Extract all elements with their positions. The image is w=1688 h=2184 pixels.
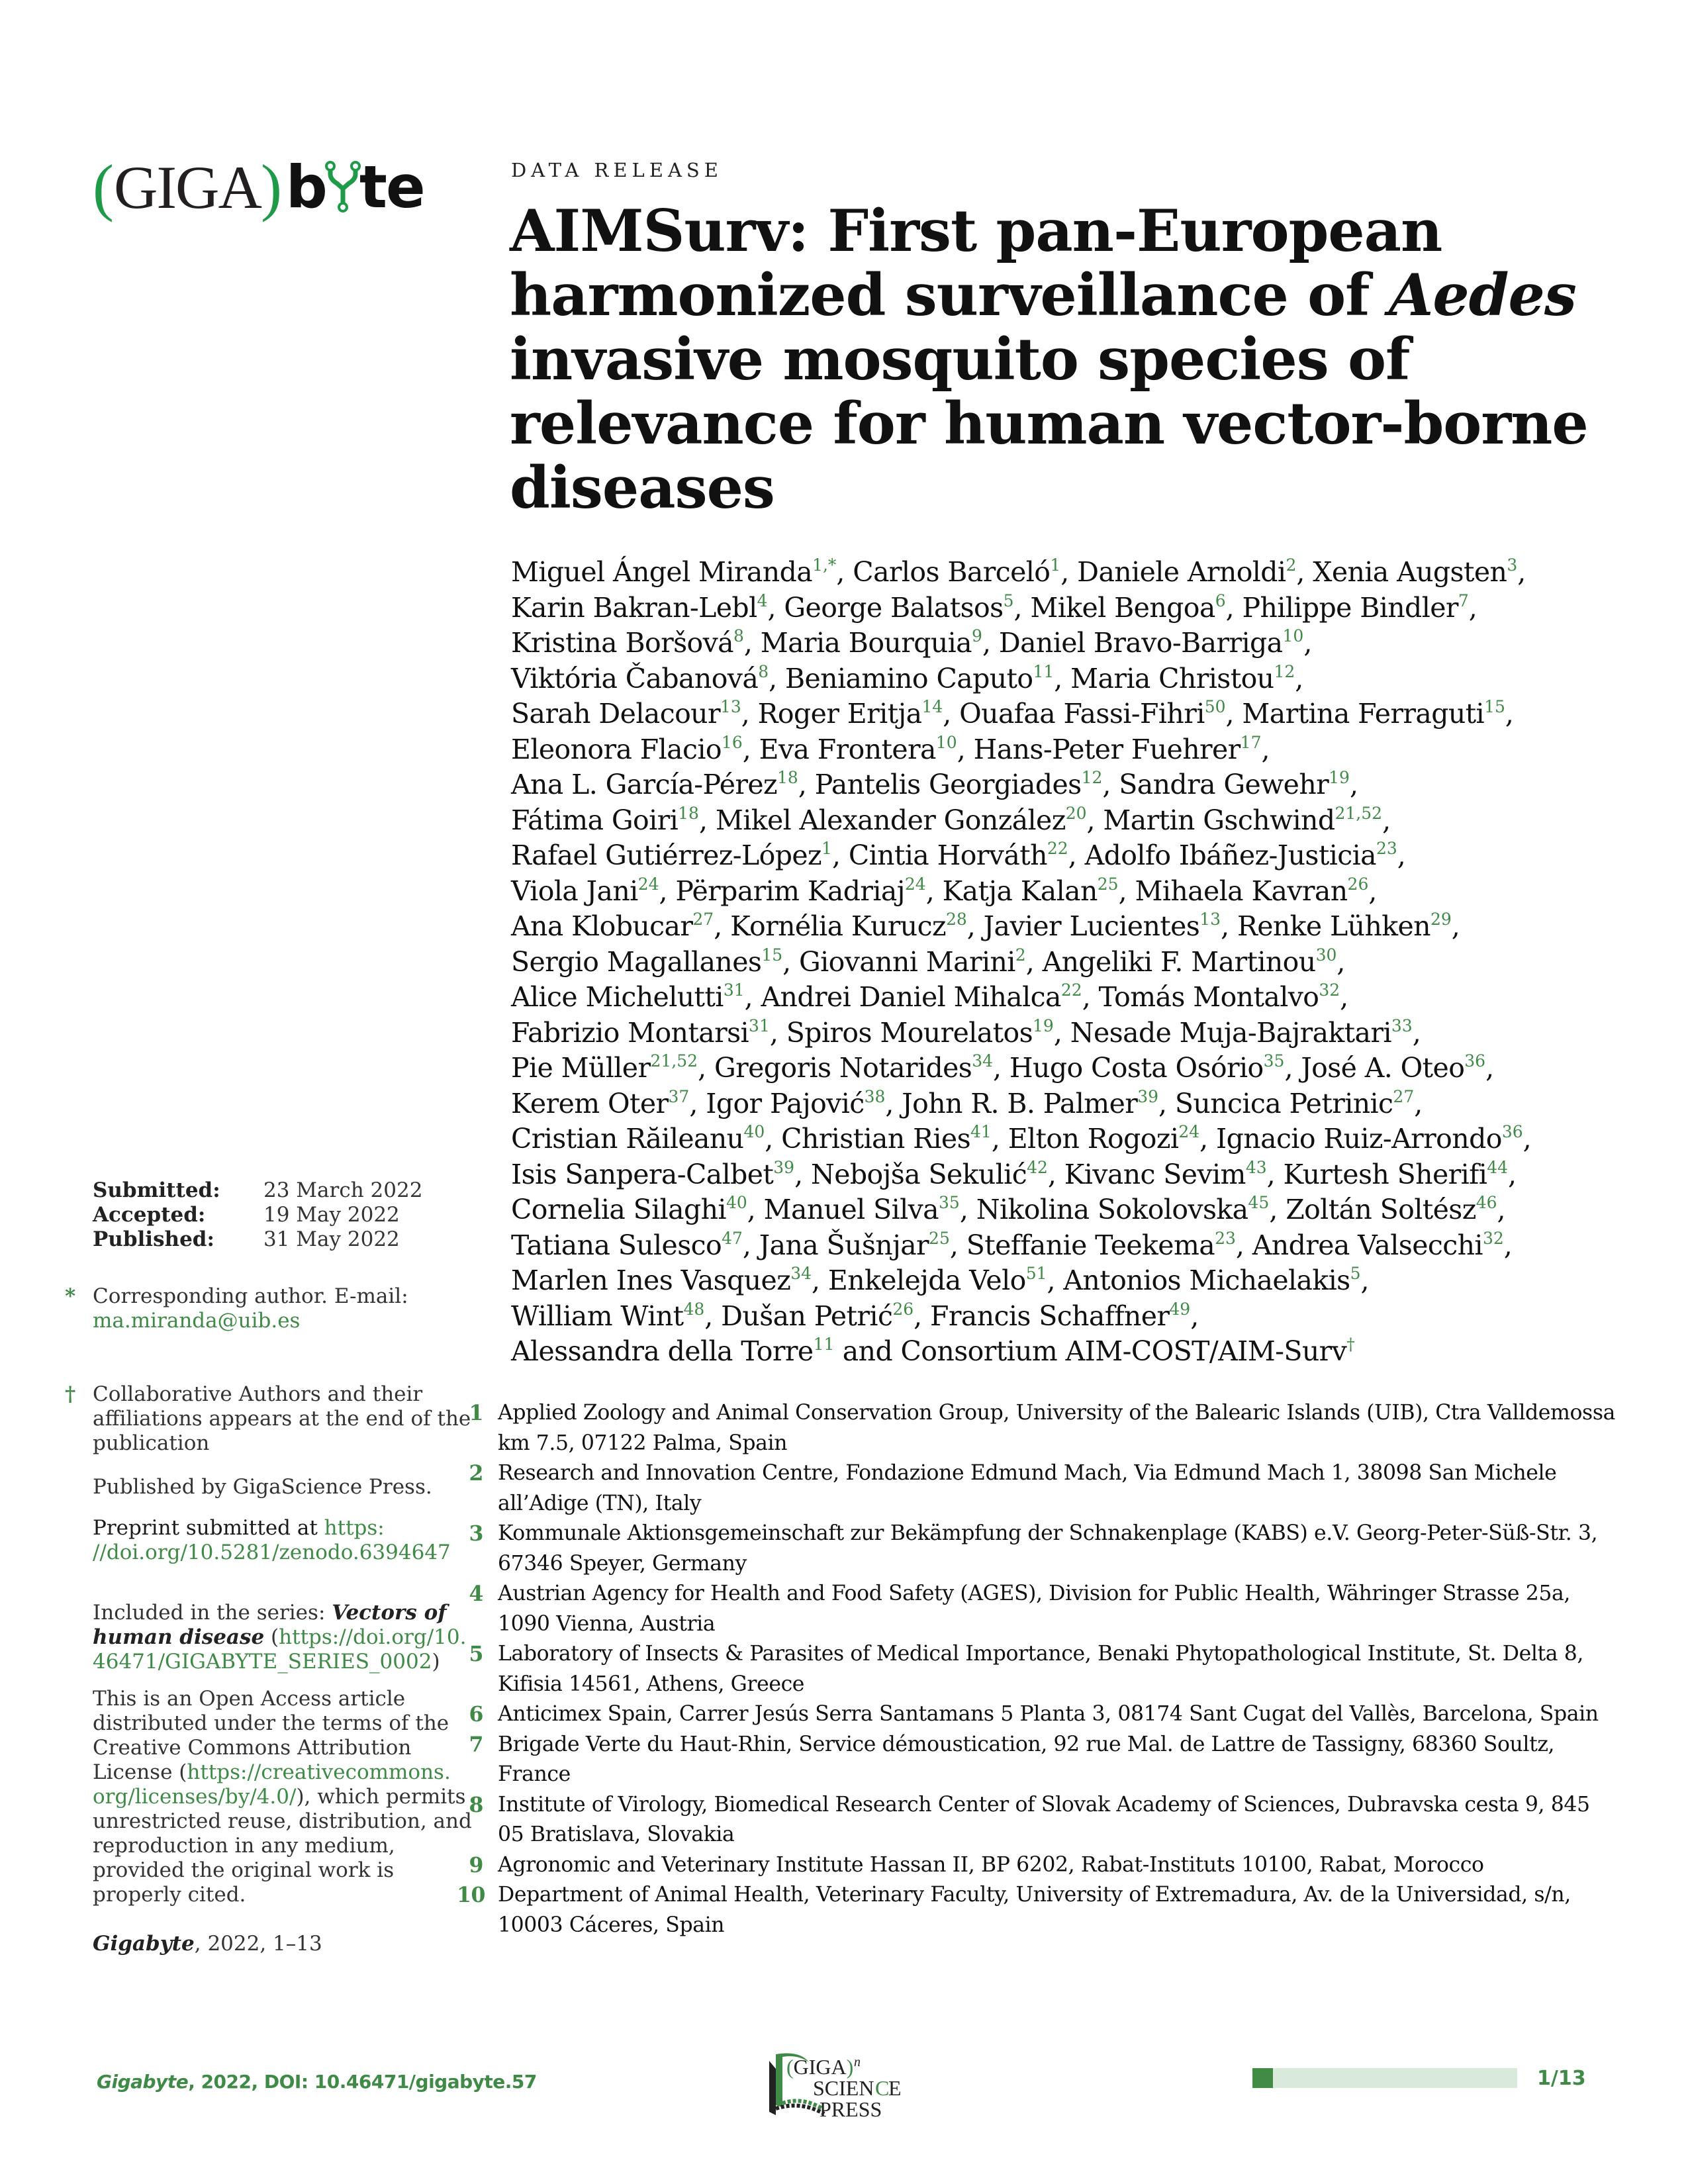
affiliation-ref[interactable]: 1,* bbox=[812, 555, 837, 575]
author-name: Xenia Augsten bbox=[1313, 556, 1507, 588]
affiliation-ref[interactable]: 8 bbox=[758, 661, 769, 681]
author-name: Nebojša Sekulić bbox=[810, 1158, 1027, 1190]
author-name: Elton Rogozi bbox=[1008, 1123, 1179, 1155]
affiliation-ref[interactable]: 22 bbox=[1047, 839, 1068, 858]
author-name: Hugo Costa Osório bbox=[1009, 1052, 1264, 1084]
author-name: Rafael Gutiérrez-López bbox=[511, 839, 822, 871]
affiliation-ref[interactable]: 48 bbox=[683, 1299, 705, 1319]
affiliation-ref[interactable]: 8 bbox=[733, 626, 744, 645]
footer-doi bbox=[97, 2071, 537, 2093]
affiliation-text: Applied Zoology and Animal Conservation Group, University of the Balearic Islands (UIB), Ctra Valldemossa km 7.5, 07122 Palma, Spain bbox=[498, 1401, 1615, 1455]
affiliation-item bbox=[457, 1519, 1615, 1579]
affiliation-ref[interactable]: 31 bbox=[749, 1016, 770, 1035]
author-line bbox=[511, 1334, 1610, 1370]
series-link-part: https://doi.org/10. bbox=[279, 1625, 467, 1649]
author-name: Philippe Bindler bbox=[1242, 591, 1458, 624]
affiliation-ref[interactable]: 23 bbox=[1376, 839, 1397, 858]
author-line: Fabrizio Montarsi$^{31}$, Spiros Mourelatos$^{19}$, Nesade Muja-Bajraktari$^{33}$, bbox=[511, 1016, 1421, 1049]
author-line: William Wint$^{48}$, Dušan Petrić$^{26}$, Francis Schaffner$^{49}$, bbox=[511, 1299, 1199, 1332]
affiliation-ref[interactable]: 42 bbox=[1027, 1157, 1048, 1177]
series-link-part: 46471/GIGABYTE_SERIES_0002 bbox=[93, 1650, 432, 1674]
author-line: Karin Bakran-Lebl$^4$, George Balatsos$^5$, Mikel Bengoa$^6$, Philippe Bindler$^7$, bbox=[511, 591, 1477, 624]
affiliation-ref[interactable]: 46 bbox=[1476, 1193, 1497, 1212]
author-name: Sandra Gewehr bbox=[1119, 769, 1329, 800]
title-line: AIMSurv: First pan-European bbox=[510, 197, 1442, 265]
affiliation-ref[interactable]: 29 bbox=[1430, 910, 1452, 929]
author-name: Javier Lucientes bbox=[983, 910, 1200, 942]
author-name: Viktória Čabanová bbox=[511, 662, 759, 694]
series-name: human disease bbox=[93, 1625, 265, 1649]
author-name: Eleonora Flacio bbox=[511, 733, 722, 765]
affiliation-ref[interactable]: 32 bbox=[1482, 1228, 1504, 1248]
affiliation-ref[interactable]: 15 bbox=[1484, 697, 1505, 716]
affiliation-ref[interactable]: 33 bbox=[1391, 1016, 1413, 1035]
affiliation-ref[interactable]: 15 bbox=[761, 945, 783, 965]
affiliation-ref[interactable]: 18 bbox=[777, 768, 798, 787]
author-name: Kerem Oter bbox=[511, 1087, 669, 1119]
affiliation-ref[interactable]: 37 bbox=[668, 1086, 690, 1106]
author-name: Tatiana Sulesco bbox=[511, 1229, 722, 1261]
series-name: Vectors of bbox=[332, 1601, 447, 1625]
author-name: Maria Bourquia bbox=[760, 627, 972, 659]
affiliation-item bbox=[457, 1579, 1615, 1639]
gigascience-press-logo bbox=[761, 2042, 927, 2128]
logo-byte-text bbox=[285, 153, 424, 221]
affiliation-item bbox=[457, 1790, 1615, 1850]
affiliation-ref[interactable]: 2 bbox=[1286, 555, 1297, 575]
author-name: Ana Klobucar bbox=[511, 910, 693, 942]
affiliation-ref[interactable]: 17 bbox=[1240, 732, 1262, 752]
author-name: José A. Oteo bbox=[1301, 1052, 1465, 1084]
affiliation-ref[interactable]: 39 bbox=[773, 1157, 795, 1177]
author-name: Andrea Valsecchi bbox=[1252, 1229, 1483, 1261]
affiliation-ref[interactable]: 43 bbox=[1245, 1157, 1267, 1177]
citation-journal: Gigabyte bbox=[93, 1932, 195, 1956]
author-name: Eva Frontera bbox=[759, 733, 936, 765]
author-name: Sergio Magallanes bbox=[511, 945, 762, 978]
author-name: Gregoris Notarides bbox=[714, 1052, 972, 1084]
license-text: This is an Open Access article distributed under the terms of the Creative Commons Attribution License ( bbox=[93, 1687, 449, 1784]
svg-text:(GIGA): (GIGA) bbox=[786, 2055, 854, 2079]
author-line: Pie Müller$^{21,52}$, Gregoris Notarides$^{34}$, Hugo Costa Osório$^{35}$, José A. Oteo$^{36}$, bbox=[511, 1051, 1494, 1084]
affiliation-ref[interactable]: 20 bbox=[1065, 803, 1087, 823]
affiliation-ref[interactable]: 10 bbox=[935, 732, 957, 752]
author-line: Fátima Goiri$^{18}$, Mikel Alexander González$^{20}$, Martin Gschwind$^{21,52}$, bbox=[511, 803, 1391, 836]
affiliation-ref[interactable]: 26 bbox=[892, 1299, 914, 1319]
logo-close-paren: ) bbox=[260, 152, 282, 222]
author-name: Isis Sanpera-Calbet bbox=[511, 1158, 774, 1190]
affiliation-ref[interactable]: 25 bbox=[929, 1228, 950, 1248]
series-text: Included in the series: bbox=[93, 1601, 332, 1625]
author-name: Kristina Boršová bbox=[511, 627, 733, 659]
affiliation-text: Department of Animal Health, Veterinary Faculty, University of Extremadura, Av. de la Universidad, s/n, 10003 Cáceres, Spain bbox=[498, 1883, 1571, 1937]
affiliation-ref[interactable]: 1 bbox=[1050, 555, 1061, 575]
affiliation-ref[interactable]: 45 bbox=[1248, 1193, 1270, 1212]
author-list bbox=[511, 555, 1610, 1370]
author-name: Pie Müller bbox=[511, 1052, 651, 1084]
affiliation-ref[interactable]: 35 bbox=[939, 1193, 960, 1212]
author-name: Mikel Bengoa bbox=[1030, 591, 1215, 624]
author-name: Renke Lühken bbox=[1237, 910, 1430, 942]
affiliation-item bbox=[457, 1458, 1615, 1519]
affiliation-ref[interactable]: 12 bbox=[1274, 661, 1295, 681]
citation-note bbox=[93, 1932, 477, 1956]
gigabyte-logo bbox=[93, 152, 424, 222]
author-line: Miguel Ángel Miranda$^{1,*}$, Carlos Barceló$^1$, Daniele Arnoldi$^2$, Xenia Augsten$^3$, bbox=[511, 555, 1526, 588]
author-name: Martin Gschwind bbox=[1103, 804, 1335, 836]
title-line: relevance for human vector-borne bbox=[510, 389, 1588, 457]
author-name: Katja Kalan bbox=[942, 875, 1098, 907]
affiliation-number: 8 bbox=[469, 1792, 483, 1817]
author-name: Mihaela Kavran bbox=[1135, 875, 1348, 907]
affiliation-ref[interactable]: 14 bbox=[921, 697, 943, 716]
author-line: Rafael Gutiérrez-López$^1$, Cintia Horváth$^{22}$, Adolfo Ibáñez-Justicia$^{23}$, bbox=[511, 839, 1406, 871]
affiliation-ref[interactable]: 26 bbox=[1347, 874, 1369, 894]
title-text: harmonized surveillance of bbox=[510, 261, 1389, 329]
affiliation-ref[interactable]: 24 bbox=[637, 874, 659, 894]
affiliation-ref[interactable]: 21,52 bbox=[650, 1051, 698, 1070]
date-value: 23 March 2022 bbox=[263, 1178, 423, 1202]
affiliation-item bbox=[457, 1699, 1615, 1730]
title-line bbox=[510, 263, 1635, 327]
author-name: Steffanie Teekema bbox=[966, 1229, 1215, 1261]
affiliation-ref[interactable]: 24 bbox=[904, 874, 926, 894]
author-line: Alice Michelutti$^{31}$, Andrei Daniel Mihalca$^{22}$, Tomás Montalvo$^{32}$, bbox=[511, 980, 1348, 1013]
corresponding-author-note bbox=[65, 1284, 477, 1333]
author-name: Mikel Alexander González bbox=[715, 804, 1066, 836]
date-value: 19 May 2022 bbox=[263, 1203, 400, 1227]
author-name: Hans-Peter Fuehrer bbox=[973, 733, 1241, 765]
author-name: Miguel Ángel Miranda bbox=[511, 556, 813, 588]
logo-b: b bbox=[285, 153, 326, 221]
author-name: Fabrizio Montarsi bbox=[511, 1016, 749, 1049]
author-name: Carlos Barceló bbox=[853, 556, 1051, 588]
affiliation-ref[interactable]: 49 bbox=[1169, 1299, 1191, 1319]
publisher-note: Published by GigaScience Press. bbox=[93, 1475, 432, 1499]
affiliation-ref[interactable]: 35 bbox=[1263, 1051, 1285, 1070]
affiliation-ref[interactable]: 7 bbox=[1458, 591, 1469, 610]
preprint-link-part: https: bbox=[324, 1516, 385, 1540]
publication-dates bbox=[93, 1178, 477, 1252]
affiliation-ref[interactable]: 9 bbox=[972, 626, 982, 645]
affiliation-number: 9 bbox=[469, 1852, 483, 1877]
author-name: Tomás Montalvo bbox=[1098, 981, 1319, 1013]
affiliation-ref[interactable]: 31 bbox=[723, 980, 745, 1000]
logo-giga-text: GIGA bbox=[113, 154, 261, 221]
author-name: Sarah Delacour bbox=[511, 698, 720, 730]
author-name: Karin Bakran-Lebl bbox=[511, 591, 757, 624]
author-name: Viola Jani bbox=[511, 875, 638, 907]
author-name: Cornelia Silaghi bbox=[511, 1194, 726, 1225]
affiliation-ref[interactable]: 41 bbox=[970, 1122, 992, 1141]
footer-journal: Gigabyte bbox=[97, 2071, 189, 2093]
author-name: Andrei Daniel Mihalca bbox=[761, 981, 1061, 1013]
logo-open-paren: ( bbox=[93, 152, 114, 222]
date-label: Published: bbox=[93, 1227, 214, 1251]
affiliation-ref[interactable]: 13 bbox=[720, 697, 741, 716]
svg-text:E: E bbox=[888, 2076, 902, 2100]
affiliation-ref[interactable]: 32 bbox=[1319, 980, 1340, 1000]
author-name: Enkelejda Velo bbox=[827, 1264, 1026, 1296]
author-name: Përparim Kadriaj bbox=[675, 875, 905, 907]
date-row-published bbox=[93, 1227, 477, 1252]
author-line: Marlen Ines Vasquez$^{34}$, Enkelejda Velo$^{51}$, Antonios Michaelakis$^5$, bbox=[511, 1264, 1369, 1296]
author-name: Jana Šušnjar bbox=[759, 1229, 929, 1261]
affiliation-ref[interactable]: 12 bbox=[1081, 768, 1103, 787]
author-name: Giovanni Marini bbox=[799, 945, 1015, 978]
page-progress-bar bbox=[1252, 2068, 1517, 2088]
affiliation-ref[interactable]: 25 bbox=[1097, 874, 1119, 894]
author-name: Dušan Petrić bbox=[721, 1300, 893, 1332]
affiliation-ref[interactable]: 13 bbox=[1199, 910, 1221, 929]
page-number: 1/13 bbox=[1537, 2067, 1586, 2090]
page-progress-fill bbox=[1252, 2068, 1273, 2088]
author-line: Tatiana Sulesco$^{47}$, Jana Šušnjar$^{25}$, Steffanie Teekema$^{23}$, Andrea Valsecchi$^{32}$, bbox=[511, 1228, 1513, 1261]
affiliation-ref[interactable]: 24 bbox=[1178, 1122, 1200, 1141]
author-name: Pantelis Georgiades bbox=[814, 769, 1082, 800]
affiliation-ref[interactable]: 22 bbox=[1060, 980, 1082, 1000]
author-name: Manuel Silva bbox=[763, 1194, 939, 1225]
title-line: diseases bbox=[510, 453, 774, 522]
author-name: Kivanc Sevim bbox=[1064, 1158, 1246, 1190]
author-name: Cristian Răileanu bbox=[511, 1123, 744, 1155]
date-value: 31 May 2022 bbox=[263, 1227, 400, 1251]
date-row-accepted bbox=[93, 1203, 477, 1227]
affiliation-ref[interactable]: 40 bbox=[726, 1193, 747, 1212]
affiliation-ref[interactable]: 36 bbox=[1464, 1051, 1486, 1070]
license-link-part: org/licenses/by/4.0/ bbox=[93, 1785, 297, 1809]
license-text-tail: ), which permits unrestricted reuse, distribution, and reproduction in any medium, provided the original work is properly cited. bbox=[93, 1785, 472, 1907]
affiliation-ref[interactable]: 11 bbox=[1033, 661, 1055, 681]
date-row-submitted bbox=[93, 1178, 477, 1203]
affiliation-text: Kommunale Aktionsgemeinschaft zur Bekämpfung der Schnakenplage (KABS) e.V. Georg-Peter-Süß-Str. 3, 67346 Speyer, Germany bbox=[498, 1521, 1598, 1576]
author-line: Viktória Čabanová$^8$, Beniamino Caputo$^{11}$, Maria Christou$^{12}$, bbox=[511, 661, 1303, 694]
affiliation-ref[interactable]: 10 bbox=[1282, 626, 1304, 645]
affiliation-ref[interactable]: 3 bbox=[1507, 555, 1518, 575]
svg-text:PRESS: PRESS bbox=[820, 2097, 882, 2121]
affiliation-text: Institute of Virology, Biomedical Research Center of Slovak Academy of Sciences, Dubravska cesta 9, 845 05 Bratislava, Slovakia bbox=[498, 1792, 1590, 1846]
date-label: Accepted: bbox=[93, 1203, 206, 1227]
license-note bbox=[93, 1687, 477, 1907]
asterisk-icon: * bbox=[65, 1284, 76, 1308]
author-name: Francis Schaffner bbox=[930, 1300, 1170, 1332]
author-line: Kristina Boršová$^8$, Maria Bourquia$^9$, Daniel Bravo-Barriga$^{10}$, bbox=[511, 626, 1312, 659]
affiliation-ref[interactable]: 18 bbox=[678, 803, 699, 823]
author-line: Kerem Oter$^{37}$, Igor Pajović$^{38}$, John R. B. Palmer$^{39}$, Suncica Petrinic$^{27}$, bbox=[511, 1086, 1423, 1119]
affiliation-item bbox=[457, 1880, 1615, 1940]
author-name: Nikolina Sokolovska bbox=[976, 1194, 1248, 1225]
author-name: Roger Eritja bbox=[757, 698, 922, 730]
author-name: Ignacio Ruiz-Arrondo bbox=[1216, 1123, 1502, 1155]
affiliation-ref[interactable]: 19 bbox=[1033, 1016, 1054, 1035]
affiliation-ref[interactable]: 19 bbox=[1329, 768, 1350, 787]
affiliation-ref[interactable]: 34 bbox=[972, 1051, 994, 1070]
affiliation-ref[interactable]: 50 bbox=[1204, 697, 1226, 716]
affiliation-ref[interactable]: 39 bbox=[1137, 1086, 1159, 1106]
affiliation-number: 4 bbox=[469, 1582, 483, 1606]
affiliation-ref[interactable]: 1 bbox=[821, 839, 832, 858]
affiliation-ref[interactable]: 27 bbox=[692, 910, 714, 929]
license-link-part: https://creativecommons. bbox=[187, 1760, 451, 1784]
author-name: Daniel Bravo-Barriga bbox=[998, 627, 1283, 659]
author-line: Cornelia Silaghi$^{40}$, Manuel Silva$^{35}$, Nikolina Sokolovska$^{45}$, Zoltán Soltész$^{46}$, bbox=[511, 1193, 1505, 1225]
author-name: George Balatsos bbox=[784, 591, 1004, 624]
affiliation-ref[interactable]: 27 bbox=[1393, 1086, 1415, 1106]
title-italic-genus: Aedes bbox=[1388, 261, 1576, 329]
affiliation-number: 2 bbox=[469, 1461, 483, 1486]
affiliation-ref[interactable]: 11 bbox=[813, 1335, 835, 1354]
affiliation-ref[interactable]: 21,52 bbox=[1335, 803, 1383, 823]
author-name: Alessandra della Torre bbox=[511, 1335, 814, 1367]
author-name: Maria Christou bbox=[1070, 662, 1274, 694]
author-name: Alice Michelutti bbox=[511, 981, 724, 1013]
author-line: Cristian Răileanu$^{40}$, Christian Ries$^{41}$, Elton Rogozi$^{24}$, Ignacio Ruiz-Arrondo$^{36}$, bbox=[511, 1122, 1532, 1155]
author-name: Nesade Muja-Bajraktari bbox=[1070, 1016, 1391, 1049]
preprint-link-part: //doi.org/10.5281/zenodo.6394647 bbox=[93, 1541, 451, 1564]
article-type-label: DATA RELEASE bbox=[511, 159, 723, 181]
affiliation-text: Anticimex Spain, Carrer Jesús Serra Santamans 5 Planta 3, 08174 Sant Cugat del Vallès, Barcelona, Spain bbox=[498, 1702, 1599, 1726]
author-line: Isis Sanpera-Calbet$^{39}$, Nebojša Sekulić$^{42}$, Kivanc Sevim$^{43}$, Kurtesh Sherifi$^{44}$, bbox=[511, 1157, 1517, 1190]
footer-doi-text: , 2022, DOI: 10.46471/gigabyte.57 bbox=[188, 2071, 537, 2093]
affiliation-ref[interactable]: 5 bbox=[1003, 591, 1014, 610]
consortium-text: and Consortium AIM-COST/AIM-Surv bbox=[834, 1335, 1347, 1367]
author-name: Spiros Mourelatos bbox=[786, 1016, 1033, 1049]
affiliation-number: 1 bbox=[469, 1401, 483, 1425]
affiliation-ref[interactable]: 47 bbox=[722, 1228, 743, 1248]
author-name: Zoltán Soltész bbox=[1286, 1194, 1476, 1225]
affiliation-text: Austrian Agency for Health and Food Safety (AGES), Division for Public Health, Währinger Strasse 25a, 1090 Vienna, Austria bbox=[498, 1582, 1571, 1636]
author-name: Fátima Goiri bbox=[511, 804, 679, 836]
author-line: Ana L. García-Pérez$^{18}$, Pantelis Georgiades$^{12}$, Sandra Gewehr$^{19}$, bbox=[511, 768, 1358, 800]
affiliation-item bbox=[457, 1850, 1615, 1881]
affiliation-ref[interactable]: 30 bbox=[1315, 945, 1337, 965]
author-name: Beniamino Caputo bbox=[784, 662, 1033, 694]
author-name: John R. B. Palmer bbox=[902, 1087, 1138, 1119]
collab-text: Collaborative Authors and their affiliations appears at the end of the publication bbox=[93, 1382, 471, 1455]
author-name: Angeliki F. Martinou bbox=[1042, 945, 1316, 978]
series-note: Included in the series: Vectors of human disease (https://doi.org/10. 46471/GIGABYTE_SERIES_0002) bbox=[93, 1601, 467, 1674]
affiliation-ref[interactable]: 40 bbox=[743, 1122, 765, 1141]
affiliation-list bbox=[457, 1398, 1615, 1940]
author-name: Ouafaa Fassi-Fihri bbox=[959, 698, 1205, 730]
article-title bbox=[510, 199, 1635, 520]
y-circuit-icon bbox=[325, 161, 361, 214]
author-name: Daniele Arnoldi bbox=[1077, 556, 1286, 588]
affiliation-ref[interactable]: 2 bbox=[1015, 945, 1026, 965]
author-name: Kurtesh Sherifi bbox=[1283, 1158, 1487, 1190]
author-line: Sergio Magallanes$^{15}$, Giovanni Marini$^2$, Angeliki F. Martinou$^{30}$, bbox=[511, 945, 1345, 978]
author-name: Igor Pajović bbox=[706, 1087, 865, 1119]
author-name: Ana L. García-Pérez bbox=[511, 769, 778, 800]
affiliation-ref[interactable]: 5 bbox=[1350, 1264, 1361, 1283]
corresponding-email-link[interactable]: ma.miranda@uib.es bbox=[93, 1309, 301, 1333]
affiliation-ref[interactable]: 36 bbox=[1501, 1122, 1523, 1141]
author-name: Antonios Michaelakis bbox=[1063, 1264, 1350, 1296]
affiliation-item bbox=[457, 1639, 1615, 1699]
author-name: Martina Ferraguti bbox=[1242, 698, 1485, 730]
title-line: invasive mosquito species of bbox=[510, 325, 1410, 393]
author-name: Christian Ries bbox=[781, 1123, 971, 1155]
author-line: Eleonora Flacio$^{16}$, Eva Frontera$^{10}$, Hans-Peter Fuehrer$^{17}$, bbox=[511, 732, 1270, 765]
collaborative-authors-note bbox=[65, 1382, 477, 1456]
author-line: Viola Jani$^{24}$, Përparim Kadriaj$^{24}$, Katja Kalan$^{25}$, Mihaela Kavran$^{26}$, bbox=[511, 874, 1377, 907]
affiliation-ref[interactable]: 4 bbox=[757, 591, 768, 610]
affiliation-text: Agronomic and Veterinary Institute Hassan II, BP 6202, Rabat-Instituts 10100, Rabat, Morocco bbox=[498, 1852, 1484, 1877]
affiliation-text: Brigade Verte du Haut-Rhin, Service démoustication, 92 rue Mal. de Lattre de Tassigny, 68360 Soultz, France bbox=[498, 1732, 1555, 1786]
affiliation-ref[interactable]: 23 bbox=[1215, 1228, 1236, 1248]
affiliation-item bbox=[457, 1730, 1615, 1790]
author-name: Marlen Ines Vasquez bbox=[511, 1264, 791, 1296]
affiliation-ref[interactable]: 44 bbox=[1487, 1157, 1509, 1177]
affiliation-ref[interactable]: 16 bbox=[721, 732, 743, 752]
affiliation-ref[interactable]: 38 bbox=[864, 1086, 886, 1106]
author-name: Suncica Petrinic bbox=[1174, 1087, 1393, 1119]
svg-text:C: C bbox=[875, 2076, 890, 2100]
svg-text:SCIEN: SCIEN bbox=[813, 2076, 874, 2100]
affiliation-ref[interactable]: 28 bbox=[945, 910, 967, 929]
dagger-ref[interactable]: † bbox=[1346, 1335, 1355, 1354]
affiliation-text: Laboratory of Insects & Parasites of Medical Importance, Benaki Phytopathological Institute, St. Delta 8, Kifisia 14561, Athens, Greece bbox=[498, 1642, 1584, 1696]
author-name: Cintia Horváth bbox=[848, 839, 1047, 871]
affiliation-ref[interactable]: 34 bbox=[790, 1264, 812, 1283]
affiliation-text: Research and Innovation Centre, Fondazione Edmund Mach, Via Edmund Mach 1, 38098 San Michele all’Adige (TN), Italy bbox=[498, 1461, 1557, 1515]
date-label: Submitted: bbox=[93, 1178, 220, 1202]
author-line: Ana Klobucar$^{27}$, Kornélia Kurucz$^{28}$, Javier Lucientes$^{13}$, Renke Lühken$^{29}$, bbox=[511, 910, 1460, 942]
citation-rest: , 2022, 1–13 bbox=[194, 1932, 322, 1956]
preprint-text: Preprint submitted at bbox=[93, 1516, 324, 1540]
author-line: Sarah Delacour$^{13}$, Roger Eritja$^{14}$, Ouafaa Fassi-Fihri$^{50}$, Martina Ferraguti$^{15}$, bbox=[511, 697, 1514, 730]
affiliation-ref[interactable]: 6 bbox=[1215, 591, 1226, 610]
affiliation-number: 10 bbox=[457, 1883, 486, 1907]
corresponding-text: Corresponding author. E-mail: bbox=[93, 1284, 408, 1308]
author-name: Kornélia Kurucz bbox=[730, 910, 946, 942]
affiliation-ref[interactable]: 51 bbox=[1025, 1264, 1047, 1283]
affiliation-number: 5 bbox=[469, 1642, 483, 1666]
author-name: Adolfo Ibáñez-Justicia bbox=[1084, 839, 1376, 871]
logo-te: te bbox=[359, 153, 424, 221]
affiliation-number: 3 bbox=[469, 1521, 483, 1546]
affiliation-number: 6 bbox=[469, 1702, 483, 1727]
dagger-icon: † bbox=[65, 1382, 76, 1406]
svg-text:n: n bbox=[854, 2055, 861, 2069]
affiliation-item bbox=[457, 1398, 1615, 1458]
preprint-note bbox=[93, 1516, 477, 1565]
affiliation-number: 7 bbox=[469, 1732, 483, 1757]
author-name: William Wint bbox=[511, 1300, 684, 1332]
